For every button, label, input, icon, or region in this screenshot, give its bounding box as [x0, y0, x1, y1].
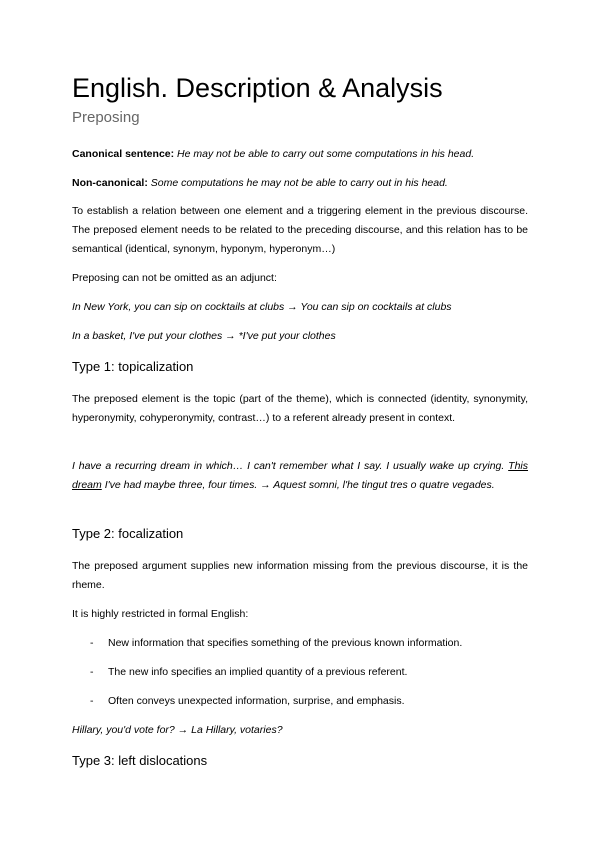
bullet-text: The new info specifies an implied quantity of a previous referent.: [108, 666, 408, 678]
bullet-marker: -: [90, 666, 94, 678]
bullet-text: New information that specifies something of the previous known information.: [108, 637, 463, 649]
type1-example: [72, 457, 528, 495]
bullet-item: [90, 634, 530, 653]
type1-example-part1: I have a recurring dream in which… I can't remember what I say. I usually wake up crying.: [72, 460, 505, 472]
type1-example-part2: I've had maybe three, four times. → Aquest somni, l'he tingut tres o quatre vegades.: [104, 479, 495, 491]
noncanonical-text: Some computations he may not be able to carry out in his head.: [150, 177, 448, 189]
document-subtitle: Preposing: [72, 109, 140, 126]
bullet-text: Often conveys unexpected information, surprise, and emphasis.: [108, 695, 405, 707]
relation-paragraph: To establish a relation between one element and a triggering element in the previous discourse. The preposed element needs to be related to the preceding discourse, and this relation has to be semantical (identical, synonym, hyponym, hyperonym…): [72, 205, 528, 255]
noncanonical-sentence: [72, 174, 528, 193]
bullet-item: [90, 663, 530, 682]
canonical-sentence: [72, 145, 528, 164]
document-title: English. Description & Analysis: [72, 73, 443, 103]
type1-paragraph: The preposed element is the topic (part of the theme), which is connected (identity, synonymity, hyperonymity, cohyperonymity, contrast…) to a referent already present in context.: [72, 393, 528, 424]
type1-heading: Type 1: topicalization: [72, 359, 194, 374]
bullet-item: [90, 692, 530, 711]
type2-paragraph: The preposed argument supplies new information missing from the previous discourse, it is the rheme.: [72, 560, 528, 591]
restricted-paragraph: It is highly restricted in formal English:: [72, 608, 249, 620]
noncanonical-label: Non-canonical:: [72, 177, 148, 189]
type1-example-underlined: This dream: [72, 460, 529, 491]
canonical-label: Canonical sentence:: [72, 148, 175, 160]
adjunct-paragraph: Preposing can not be omitted as an adjunct:: [72, 272, 277, 284]
type3-heading: Type 3: left dislocations: [72, 753, 208, 768]
example-hillary: Hillary, you'd vote for? → La Hillary, votaries?: [72, 724, 283, 736]
bullet-marker: -: [90, 695, 94, 707]
example-new-york: In New York, you can sip on cocktails at clubs → You can sip on cocktails at clubs: [72, 301, 452, 313]
type2-heading: Type 2: focalization: [72, 526, 184, 541]
canonical-text: He may not be able to carry out some computations in his head.: [177, 148, 475, 160]
bullet-marker: -: [90, 637, 94, 649]
example-basket: In a basket, I've put your clothes → *I've put your clothes: [72, 330, 336, 342]
